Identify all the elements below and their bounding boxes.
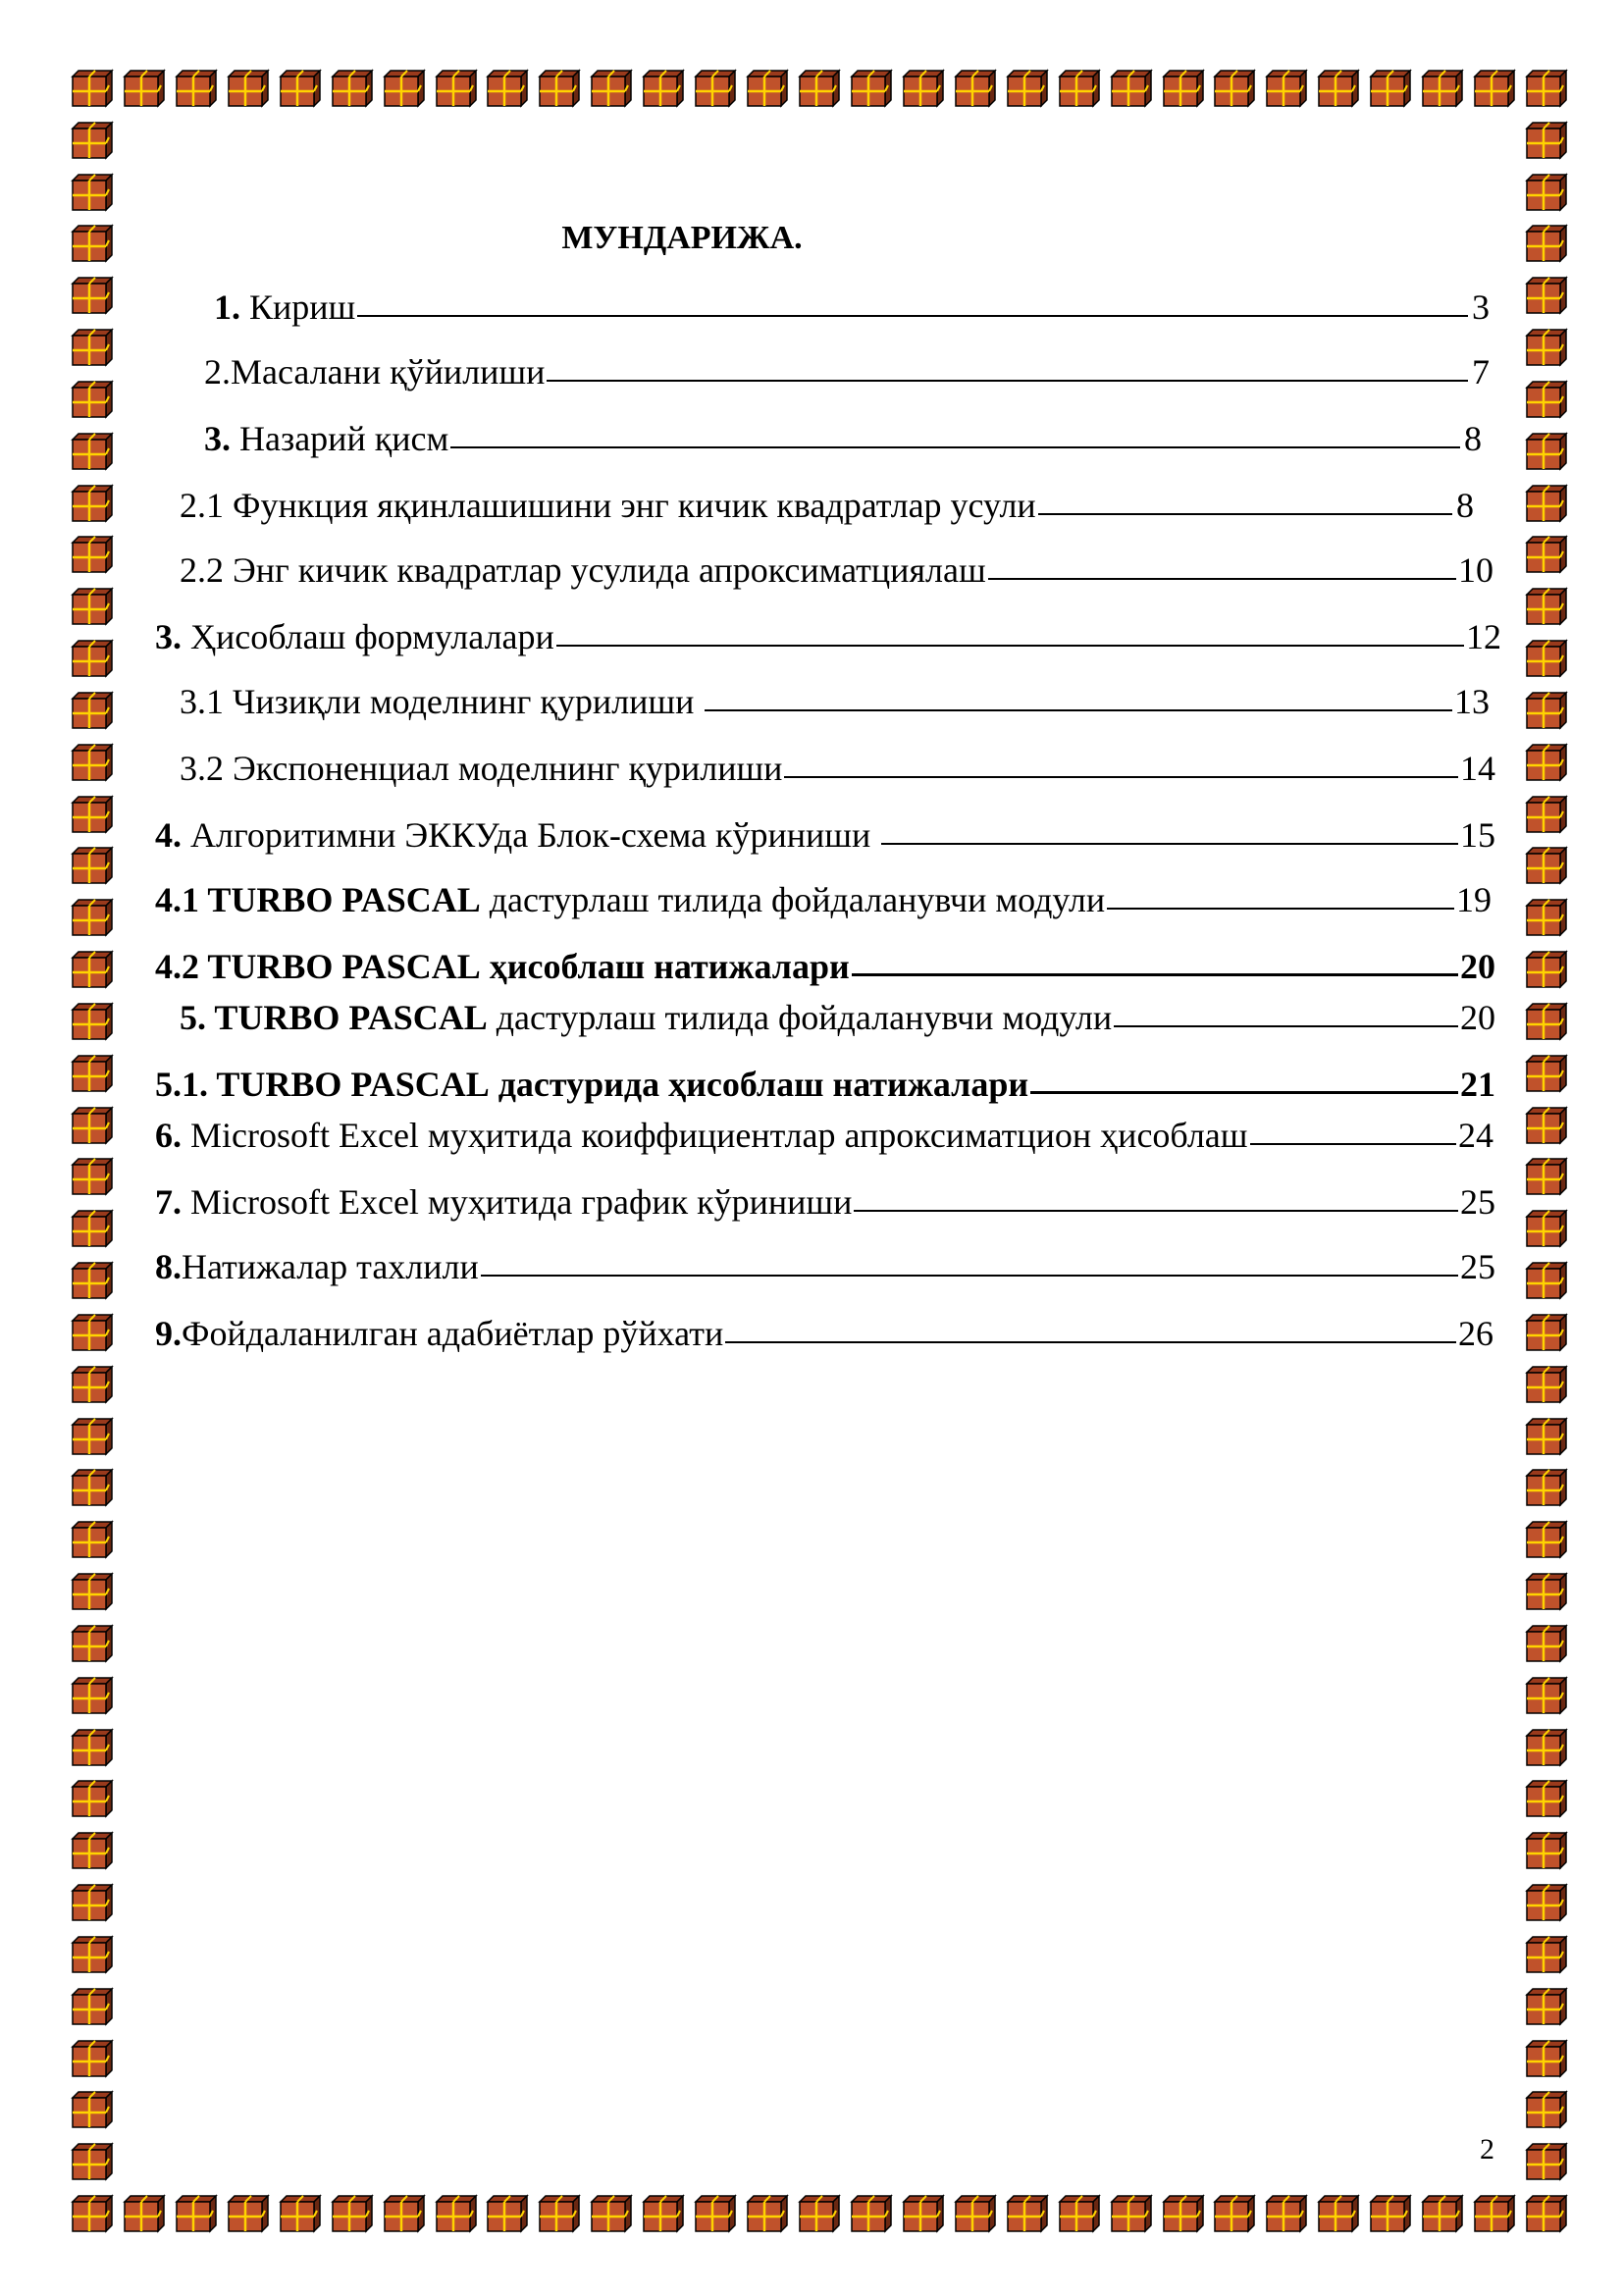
brick-cube-icon <box>1527 278 1566 313</box>
brick-cube-icon <box>748 2196 787 2231</box>
toc-entry-page: 12 <box>1466 617 1501 656</box>
toc-entry[interactable] <box>155 1181 1495 1223</box>
brick-cube-icon <box>73 1574 112 1609</box>
toc-entry-title: Кириш <box>240 287 356 327</box>
toc-entry-number: 5. TURBO PASCAL <box>180 998 488 1037</box>
toc-entry-page: 21 <box>1460 1065 1495 1104</box>
brick-cube-icon <box>73 589 112 624</box>
brick-cube-icon <box>73 278 112 313</box>
brick-cube-icon <box>73 330 112 365</box>
brick-cube-icon <box>73 1885 112 1920</box>
toc-entry[interactable] <box>155 616 1501 657</box>
toc-entry-page: 15 <box>1460 815 1495 855</box>
brick-cube-icon <box>73 1159 112 1194</box>
toc-entry-number: 4.2 TURBO PASCAL <box>155 947 481 986</box>
brick-cube-icon <box>281 2196 320 2231</box>
toc-leader-line <box>1107 908 1454 910</box>
brick-cube-icon <box>73 2092 112 2127</box>
brick-cube-icon <box>333 2196 372 2231</box>
brick-cube-icon <box>1527 434 1566 469</box>
brick-cube-icon <box>1527 1367 1566 1402</box>
brick-cube-icon <box>1527 641 1566 676</box>
brick-cube-icon <box>1475 71 1514 106</box>
brick-cube-icon <box>1527 2041 1566 2076</box>
brick-cube-icon <box>1215 71 1254 106</box>
brick-cube-icon <box>281 71 320 106</box>
brick-cube-icon <box>1527 486 1566 521</box>
brick-cube-icon <box>1060 71 1099 106</box>
brick-cube-icon <box>73 1470 112 1505</box>
toc-leader-line <box>481 1275 1458 1277</box>
brick-cube-icon <box>73 1781 112 1816</box>
brick-cube-icon <box>385 71 424 106</box>
brick-cube-icon <box>73 1004 112 1039</box>
toc-entry-page: 3 <box>1472 287 1490 327</box>
brick-cube-icon <box>1527 175 1566 210</box>
toc-entry-page: 7 <box>1472 352 1490 391</box>
toc-entry-page: 20 <box>1460 947 1495 986</box>
brick-cube-icon <box>125 2196 164 2231</box>
toc-entry-number: 7. <box>155 1182 182 1222</box>
brick-cube-icon <box>1164 2196 1203 2231</box>
toc-entry-number: 6. <box>155 1116 182 1155</box>
toc-entry-title: дастурлаш тилида фойдаланувчи модули <box>480 880 1106 919</box>
brick-cube-icon <box>1527 952 1566 987</box>
toc-entry[interactable] <box>204 418 1482 459</box>
brick-cube-icon <box>1527 71 1566 106</box>
brick-cube-icon <box>852 2196 891 2231</box>
brick-cube-icon <box>73 123 112 158</box>
toc-entry-title: Microsoft Excel муҳитида график кўриниши <box>182 1182 853 1222</box>
brick-cube-icon <box>1527 1159 1566 1194</box>
brick-cube-icon <box>73 848 112 883</box>
brick-cube-icon <box>1060 2196 1099 2231</box>
toc-entry-number: 4. <box>155 815 182 855</box>
brick-cube-icon <box>800 2196 839 2231</box>
brick-cube-icon <box>437 2196 476 2231</box>
toc-leader-line <box>547 380 1468 382</box>
toc-entry[interactable] <box>155 879 1492 920</box>
page-number: 2 <box>1480 2133 1494 2166</box>
brick-cube-icon <box>1008 71 1047 106</box>
toc-entry-page: 25 <box>1460 1182 1495 1222</box>
brick-cube-icon <box>177 2196 216 2231</box>
brick-cube-icon <box>1319 2196 1358 2231</box>
brick-cube-icon <box>1527 589 1566 624</box>
toc-entry[interactable] <box>155 814 1495 856</box>
toc-entry-title: 3.2 Экспоненциал моделнинг қурилиши <box>180 749 783 788</box>
brick-cube-icon <box>73 2144 112 2179</box>
brick-cube-icon <box>904 71 943 106</box>
toc-entry-title: дастурида ҳисоблаш натижалари <box>489 1065 1029 1104</box>
brick-cube-icon <box>1527 1574 1566 1609</box>
toc-entry-title: Фойдаланилган адабиётлар рўйхати <box>182 1314 724 1353</box>
brick-cube-icon <box>1527 1833 1566 1868</box>
toc-entry-page: 19 <box>1456 880 1492 919</box>
brick-cube-icon <box>73 1989 112 2024</box>
brick-cube-icon <box>73 1108 112 1143</box>
toc-entry[interactable] <box>155 1246 1495 1287</box>
toc-leader-line <box>852 973 1458 976</box>
brick-cube-icon <box>1112 71 1151 106</box>
brick-cube-icon <box>488 71 527 106</box>
brick-cube-icon <box>73 1833 112 1868</box>
brick-cube-icon <box>1423 2196 1462 2231</box>
brick-cube-icon <box>540 2196 579 2231</box>
brick-cube-icon <box>73 745 112 780</box>
brick-cube-icon <box>1267 71 1306 106</box>
toc-leader-line <box>1250 1143 1456 1145</box>
toc-entry-title: Microsoft Excel муҳитида коиффициентлар апроксиматцион ҳисоблаш <box>182 1116 1248 1155</box>
brick-cube-icon <box>73 71 112 106</box>
brick-cube-icon <box>1527 1730 1566 1765</box>
brick-cube-icon <box>73 434 112 469</box>
brick-cube-icon <box>1527 848 1566 883</box>
brick-cube-icon <box>73 1522 112 1557</box>
toc-heading-text: МУНДАРИЖА. <box>561 220 803 256</box>
brick-cube-icon <box>1527 1211 1566 1246</box>
toc-entry-title: Назарий қисм <box>231 419 449 458</box>
toc-entry[interactable] <box>180 549 1493 591</box>
toc-leader-line <box>854 1210 1458 1212</box>
brick-cube-icon <box>1527 1781 1566 1816</box>
brick-cube-icon <box>1527 900 1566 935</box>
toc-entry[interactable] <box>155 1064 1495 1105</box>
brick-cube-icon <box>1527 1419 1566 1454</box>
brick-cube-icon <box>1527 1470 1566 1505</box>
brick-cube-icon <box>1527 1004 1566 1039</box>
brick-cube-icon <box>1527 123 1566 158</box>
toc-entry[interactable] <box>180 485 1474 526</box>
toc-entry-page: 10 <box>1458 550 1493 590</box>
brick-cube-icon <box>73 382 112 417</box>
brick-cube-icon <box>73 1678 112 1713</box>
brick-cube-icon <box>73 1367 112 1402</box>
toc-entry-page: 8 <box>1464 419 1482 458</box>
brick-cube-icon <box>904 2196 943 2231</box>
brick-cube-icon <box>540 71 579 106</box>
brick-cube-icon <box>852 71 891 106</box>
brick-cube-icon <box>125 71 164 106</box>
toc-entry[interactable] <box>180 681 1490 722</box>
brick-cube-icon <box>73 537 112 572</box>
brick-cube-icon <box>229 2196 268 2231</box>
brick-cube-icon <box>1527 1678 1566 1713</box>
brick-cube-icon <box>1527 1522 1566 1557</box>
toc-leader-line <box>1114 1025 1458 1027</box>
toc-leader-line <box>1030 1091 1458 1094</box>
toc-entry-page: 14 <box>1460 749 1495 788</box>
brick-cube-icon <box>1112 2196 1151 2231</box>
brick-cube-icon <box>1527 2196 1566 2231</box>
brick-cube-icon <box>73 1315 112 1350</box>
toc-leader-line <box>556 645 1464 647</box>
toc-entry-number: 8. <box>155 1247 182 1286</box>
toc-entry-title: Ҳисоблаш формулалари <box>182 617 554 656</box>
brick-cube-icon <box>1423 71 1462 106</box>
brick-cube-icon <box>1164 71 1203 106</box>
brick-cube-icon <box>1527 1989 1566 2024</box>
toc-entry-page: 24 <box>1458 1116 1493 1155</box>
toc-entry-title: 3.1 Чизиқли моделнинг қурилиши <box>180 682 704 721</box>
brick-cube-icon <box>1319 71 1358 106</box>
brick-cube-icon <box>488 2196 527 2231</box>
toc-entry-page: 26 <box>1458 1314 1493 1353</box>
toc-leader-line <box>705 709 1452 711</box>
brick-cube-icon <box>1475 2196 1514 2231</box>
brick-cube-icon <box>177 71 216 106</box>
toc-entry[interactable] <box>155 1115 1493 1156</box>
toc-entry-page: 20 <box>1460 998 1495 1037</box>
brick-cube-icon <box>748 71 787 106</box>
brick-cube-icon <box>644 2196 683 2231</box>
brick-cube-icon <box>73 1626 112 1661</box>
brick-cube-icon <box>73 1263 112 1298</box>
toc-leader-line <box>357 315 1468 317</box>
brick-cube-icon <box>644 71 683 106</box>
toc-entry[interactable] <box>155 946 1495 987</box>
brick-cube-icon <box>592 71 631 106</box>
brick-cube-icon <box>1008 2196 1047 2231</box>
toc-leader-line <box>784 776 1458 778</box>
toc-entry-number: 9. <box>155 1314 182 1353</box>
brick-cube-icon <box>73 175 112 210</box>
brick-cube-icon <box>1371 71 1410 106</box>
toc-entry-number: 4.1 TURBO PASCAL <box>155 880 481 919</box>
brick-cube-icon <box>592 2196 631 2231</box>
brick-cube-icon <box>1527 2144 1566 2179</box>
toc-heading <box>0 220 1364 257</box>
brick-cube-icon <box>73 693 112 728</box>
toc-leader-line <box>725 1341 1456 1343</box>
brick-cube-icon <box>1527 745 1566 780</box>
brick-cube-icon <box>1527 1937 1566 1972</box>
toc-leader-line <box>881 843 1458 845</box>
brick-cube-icon <box>1527 537 1566 572</box>
brick-cube-icon <box>1267 2196 1306 2231</box>
brick-cube-icon <box>385 2196 424 2231</box>
toc-entry[interactable] <box>204 351 1490 392</box>
toc-entry-page: 13 <box>1454 682 1490 721</box>
brick-cube-icon <box>1527 330 1566 365</box>
brick-cube-icon <box>333 71 372 106</box>
toc-entry[interactable] <box>214 287 1490 328</box>
brick-cube-icon <box>73 952 112 987</box>
toc-entry-title: Алгоритимни ЭККУда Блок-схема кўриниши <box>182 815 880 855</box>
toc-leader-line <box>988 578 1456 580</box>
brick-cube-icon <box>800 71 839 106</box>
toc-entry[interactable] <box>180 748 1495 789</box>
toc-leader-line <box>1038 513 1452 515</box>
toc-entry-title: ҳисоблаш натижалари <box>480 947 850 986</box>
brick-cube-icon <box>1527 1263 1566 1298</box>
toc-entry-number: 3. <box>204 419 231 458</box>
toc-entry-title: 2.2 Энг кичик квадратлар усулида апроксиматциялаш <box>180 550 986 590</box>
brick-cube-icon <box>73 900 112 935</box>
brick-cube-icon <box>696 71 735 106</box>
toc-entry-title: дастурлаш тилида фойдаланувчи модули <box>487 998 1113 1037</box>
toc-entry[interactable] <box>180 997 1495 1038</box>
toc-entry[interactable] <box>155 1313 1493 1354</box>
brick-cube-icon <box>1527 226 1566 261</box>
brick-cube-icon <box>73 1419 112 1454</box>
brick-cube-icon <box>437 71 476 106</box>
brick-cube-icon <box>956 2196 995 2231</box>
brick-cube-icon <box>1527 1315 1566 1350</box>
brick-cube-icon <box>1527 797 1566 832</box>
brick-cube-icon <box>73 1056 112 1091</box>
toc-entry-page: 25 <box>1460 1247 1495 1286</box>
brick-cube-icon <box>1527 1885 1566 1920</box>
toc-entry-number: 1. <box>214 287 240 327</box>
brick-cube-icon <box>229 71 268 106</box>
toc-entry-title: Натижалар тахлили <box>182 1247 479 1286</box>
brick-cube-icon <box>1527 382 1566 417</box>
toc-entry-number: 3. <box>155 617 182 656</box>
brick-cube-icon <box>1527 693 1566 728</box>
brick-cube-icon <box>73 1730 112 1765</box>
brick-cube-icon <box>696 2196 735 2231</box>
brick-cube-icon <box>73 486 112 521</box>
brick-cube-icon <box>1527 2092 1566 2127</box>
brick-cube-icon <box>1215 2196 1254 2231</box>
brick-cube-icon <box>73 2196 112 2231</box>
brick-cube-icon <box>73 1937 112 1972</box>
brick-cube-icon <box>73 1211 112 1246</box>
brick-cube-icon <box>956 71 995 106</box>
toc-entry-title: 2.Масалани қўйилиши <box>204 352 546 391</box>
brick-cube-icon <box>73 2041 112 2076</box>
toc-entry-page: 8 <box>1456 486 1474 525</box>
brick-cube-icon <box>1371 2196 1410 2231</box>
brick-cube-icon <box>1527 1056 1566 1091</box>
brick-cube-icon <box>1527 1626 1566 1661</box>
toc-entry-number: 5.1. TURBO PASCAL <box>155 1065 490 1104</box>
brick-cube-icon <box>73 641 112 676</box>
brick-cube-icon <box>73 797 112 832</box>
toc-entry-title: 2.1 Функция яқинлашишини энг кичик квадратлар усули <box>180 486 1036 525</box>
toc-leader-line <box>450 446 1460 448</box>
brick-cube-icon <box>1527 1108 1566 1143</box>
